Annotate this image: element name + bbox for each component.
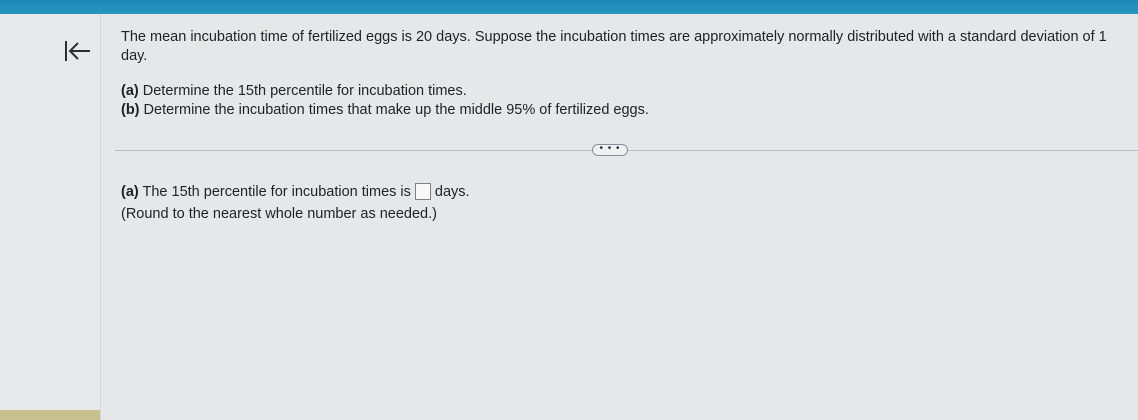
question-text: The mean incubation time of fertilized eggs is 20 days. Suppose the incubation times are approximately normally distributed with a standard deviation of 1 day. xyxy=(121,29,1107,64)
more-button[interactable]: • • • xyxy=(592,144,628,156)
answer-text-before: The 15th percentile for incubation times is xyxy=(138,184,411,200)
part-b xyxy=(121,101,649,120)
part-a xyxy=(121,82,649,101)
answer-line xyxy=(121,183,470,202)
top-bar xyxy=(0,0,1138,14)
answer-input[interactable] xyxy=(415,183,431,200)
part-b-text: Determine the incubation times that make up the middle 95% of fertilized eggs. xyxy=(139,102,649,118)
answer-part-label: (a) xyxy=(121,184,139,200)
answer-text-after: days. xyxy=(434,184,470,200)
part-b-label: (b) xyxy=(121,102,140,118)
left-pane-accent xyxy=(0,410,100,420)
part-a-text: Determine the 15th percentile for incubation times. xyxy=(138,83,467,99)
rounding-hint: (Round to the nearest whole number as needed.) xyxy=(121,206,437,222)
question-parts xyxy=(121,82,649,120)
back-to-start-arrow-icon xyxy=(60,37,94,65)
part-a-label: (a) xyxy=(121,83,139,99)
back-button[interactable] xyxy=(60,37,94,65)
left-pane xyxy=(0,14,101,420)
